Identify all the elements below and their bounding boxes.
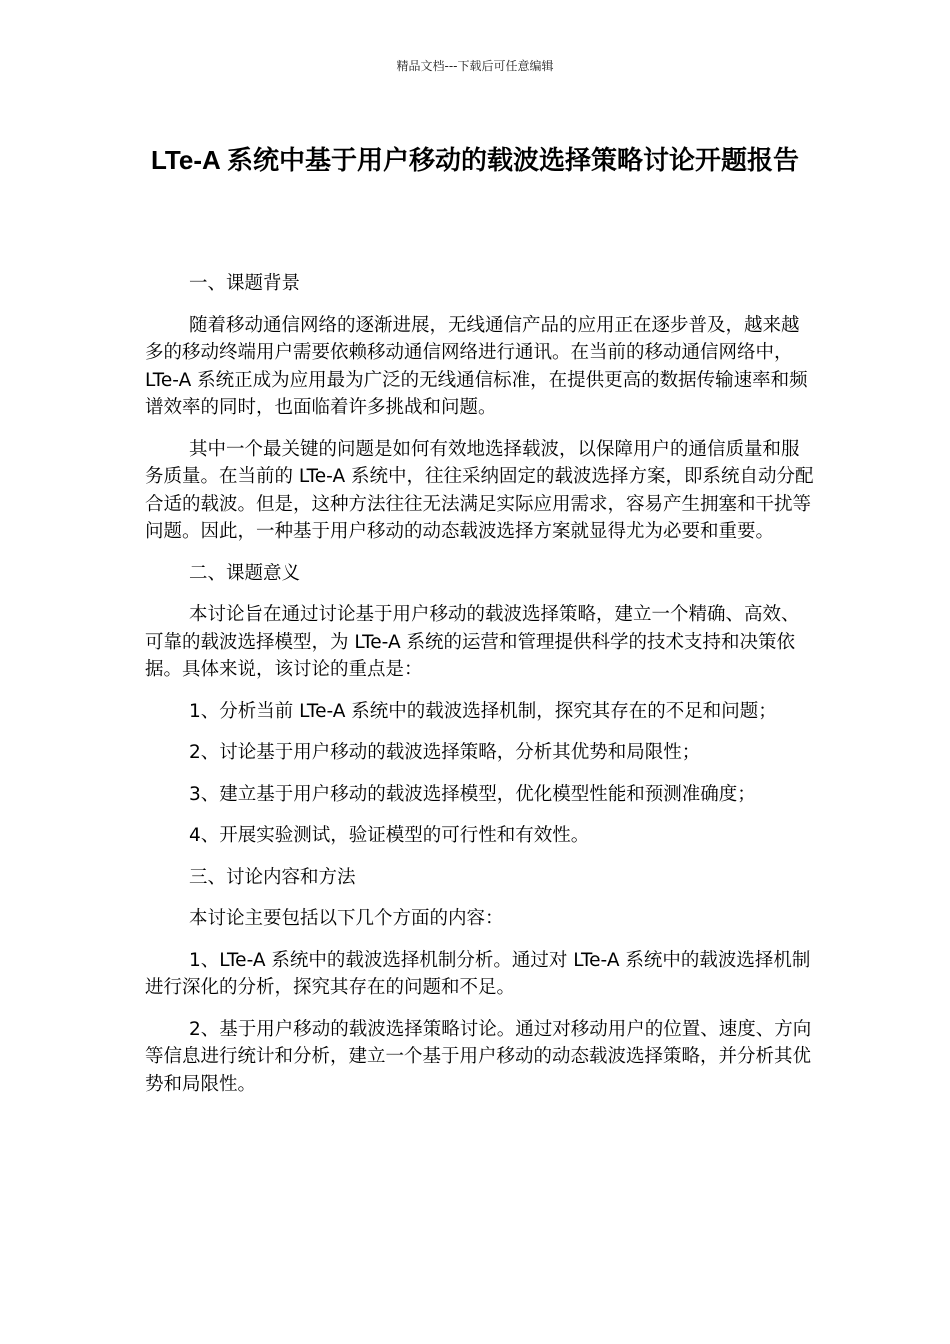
paragraph: 随着移动通信网络的逐渐进展，无线通信产品的应用正在逐步普及，越来越多的移动终端用户需要依赖移动通信网络进行通讯。在当前的移动通信网络中，LTe-A 系统正成为应用最为广泛的无线通信标准，在提供更高的数据传输速率和频谱效率的同时，也面临着许多挑战和问题。 (145, 314, 808, 418)
list-item: 4、开展实验测试，验证模型的可行性和有效性。 (189, 825, 590, 846)
section-heading-significance: 二、课题意义 (189, 562, 301, 584)
section-heading-content-methods: 三、讨论内容和方法 (189, 866, 356, 888)
paragraph: 其中一个最关键的问题是如何有效地选择载波，以保障用户的通信质量和服务质量。在当前的 LTe-A 系统中，往往采纳固定的载波选择方案，即系统自动分配合适的载波。但是，这种方法往往无法满足实际应用需求，容易产生拥塞和干扰等问题。因此，一种基于用户移动的动态载波选择方案就显得尤为必要和重要。 (145, 438, 814, 542)
document-title: LTe-A 系统中基于用户移动的载波选择策略讨论开题报告 (150, 145, 800, 175)
list-item: 3、建立基于用户移动的载波选择模型，优化模型性能和预测准确度； (189, 783, 756, 805)
list-item: 1、LTe-A 系统中的载波选择机制分析。通过对 LTe-A 系统中的载波选择机制进行深化的分析，探究其存在的问题和不足。 (145, 949, 811, 998)
paragraph: 本讨论旨在通过讨论基于用户移动的载波选择策略，建立一个精确、高效、可靠的载波选择模型，为 LTe-A 系统的运营和管理提供科学的技术支持和决策依据。具体来说，该讨论的重点是： (145, 604, 800, 680)
paragraph: 本讨论主要包括以下几个方面的内容： (189, 908, 504, 929)
section-heading-background: 一、课题背景 (189, 273, 301, 294)
list-item: 2、讨论基于用户移动的载波选择策略，分析其优势和局限性； (189, 742, 701, 763)
list-item: 1、分析当前 LTe-A 系统中的载波选择机制，探究其存在的不足和问题； (189, 700, 777, 722)
header-note: 精品文档---下载后可任意编辑 (396, 59, 554, 73)
document-body (145, 270, 815, 1112)
list-item: 2、基于用户移动的载波选择策略讨论。通过对移动用户的位置、速度、方向等信息进行统计和分析，建立一个基于用户移动的动态载波选择策略，并分析其优势和局限性。 (145, 1018, 812, 1095)
